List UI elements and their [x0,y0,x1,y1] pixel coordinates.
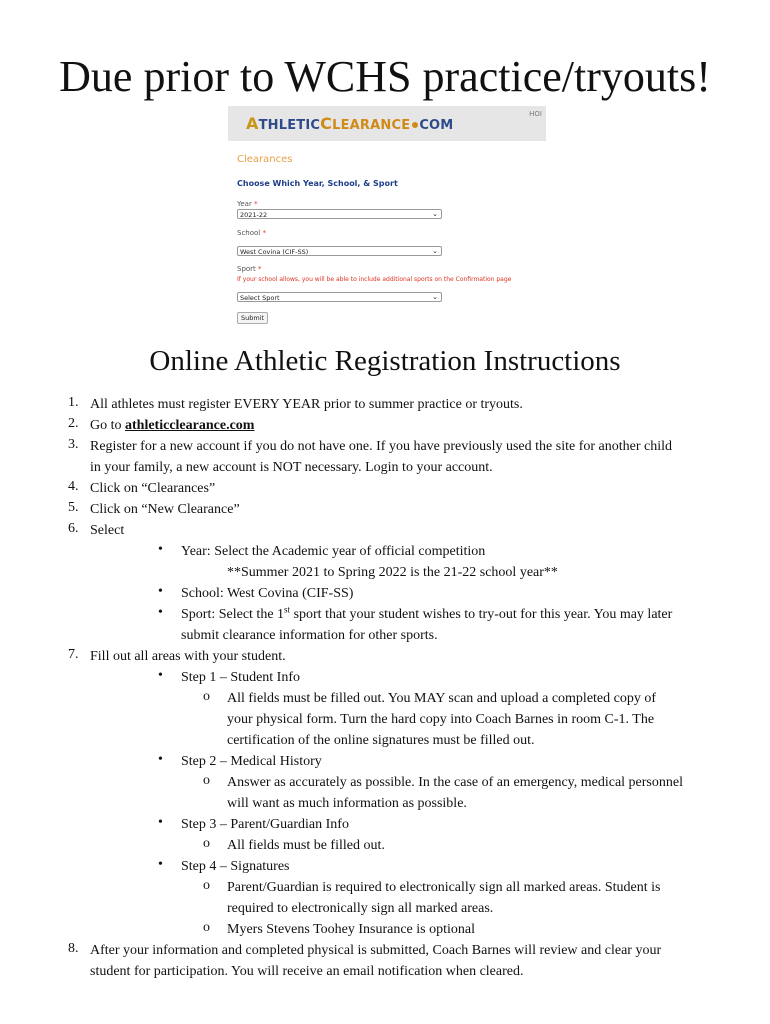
list-number: 3. [68,437,79,452]
bullet-icon: • [158,857,163,872]
select-sport: Sport: Select the 1st sport that your student wishes to try-out for this year. You may later [181,604,673,622]
list-item-4: Click on “Clearances” [90,481,216,496]
step-3: Step 3 – Parent/Guardian Info [181,817,349,832]
list-item-3-line-1: Register for a new account if you do not have one. If you have previously used the site for another child [90,439,672,454]
bullet-icon: • [158,542,163,557]
select-year-note: **Summer 2021 to Spring 2022 is the 21-22 school year** [227,565,558,580]
sub-bullet-icon: o [203,878,210,893]
bullet-icon: • [158,584,163,599]
list-item-7: Fill out all areas with your student. [90,649,286,664]
sub-bullet-icon: o [203,920,210,935]
sub-bullet-icon: o [203,689,210,704]
list-number: 8. [68,941,79,956]
bullet-icon: • [158,815,163,830]
athleticclearance-link[interactable]: athleticclearance.com [125,418,255,433]
list-item-2: Go to athleticclearance.com [90,418,255,433]
list-item-1: All athletes must register EVERY YEAR prior to summer practice or tryouts. [90,397,523,412]
list-number: 1. [68,395,79,410]
step-1-detail-line-1: All fields must be filled out. You MAY scan and upload a completed copy of [227,691,657,706]
select-sport-line-2: submit clearance information for other sports. [181,628,438,643]
school-label: School * [237,229,266,237]
step-3-detail: All fields must be filled out. [227,838,385,853]
list-number: 7. [68,647,79,662]
bullet-icon: • [158,668,163,683]
step-2-detail-line-1: Answer as accurately as possible. In the case of an emergency, medical personnel [227,775,683,790]
year-label: Year * [237,200,258,208]
bullet-icon: • [158,752,163,767]
list-number: 4. [68,479,79,494]
step-2-detail-line-2: will want as much information as possible. [227,796,467,811]
chevron-down-icon: ⌄ [432,210,438,218]
list-number: 5. [68,500,79,515]
instructions-title: Online Athletic Registration Instructions [149,345,621,377]
step-2: Step 2 – Medical History [181,754,322,769]
step-1: Step 1 – Student Info [181,670,300,685]
submit-button[interactable]: Submit [237,312,268,324]
bullet-icon: • [158,605,163,620]
list-item-6: Select [90,523,125,538]
step-4: Step 4 – Signatures [181,859,290,874]
list-item-5: Click on “New Clearance” [90,502,240,517]
school-select[interactable]: West Covina (CIF-SS) ⌄ [237,246,442,256]
select-year: Year: Select the Academic year of official competition [181,544,486,559]
sub-bullet-icon: o [203,773,210,788]
sub-bullet-icon: o [203,836,210,851]
header-link[interactable]: HOI [529,110,542,118]
step-4-detail-line-2: required to electronically sign all marked areas. [227,901,494,916]
list-number: 2. [68,416,79,431]
sport-label: Sport * [237,265,262,273]
page-title: Due prior to WCHS practice/tryouts! [59,52,711,101]
list-item-8-line-1: After your information and completed physical is submitted, Coach Barnes will review and clear your [90,943,662,958]
chevron-down-icon: ⌄ [432,247,438,255]
athletic-clearance-screenshot [228,106,546,328]
site-header [228,106,546,141]
chevron-down-icon: ⌄ [432,293,438,301]
sport-note: If your school allows, you will be able to include additional sports on the Confirmation page [237,276,512,283]
step-4-detail-line-1: Parent/Guardian is required to electronically sign all marked areas. Student is [227,880,661,895]
step-1-detail-line-2: your physical form. Turn the hard copy into Coach Barnes in room C-1. The [227,712,655,727]
step-1-detail-line-3: certification of the online signatures must be filled out. [227,733,535,748]
list-item-3-line-2: in your family, a new account is NOT necessary. Login to your account. [90,460,493,475]
step-4-insurance: Myers Stevens Toohey Insurance is optional [227,922,475,937]
logo-ball-icon [412,122,418,128]
select-school: School: West Covina (CIF-SS) [181,586,354,601]
sport-select[interactable]: Select Sport ⌄ [237,292,442,302]
list-item-8-line-2: student for participation. You will receive an email notification when cleared. [90,964,524,979]
list-number: 6. [68,521,79,536]
year-select[interactable]: 2021-22 ⌄ [237,209,442,219]
clearances-heading: Clearances [237,154,293,165]
choose-heading: Choose Which Year, School, & Sport [237,179,398,188]
athletic-clearance-logo: ATHLETICCLEARANCE COM [246,114,454,133]
